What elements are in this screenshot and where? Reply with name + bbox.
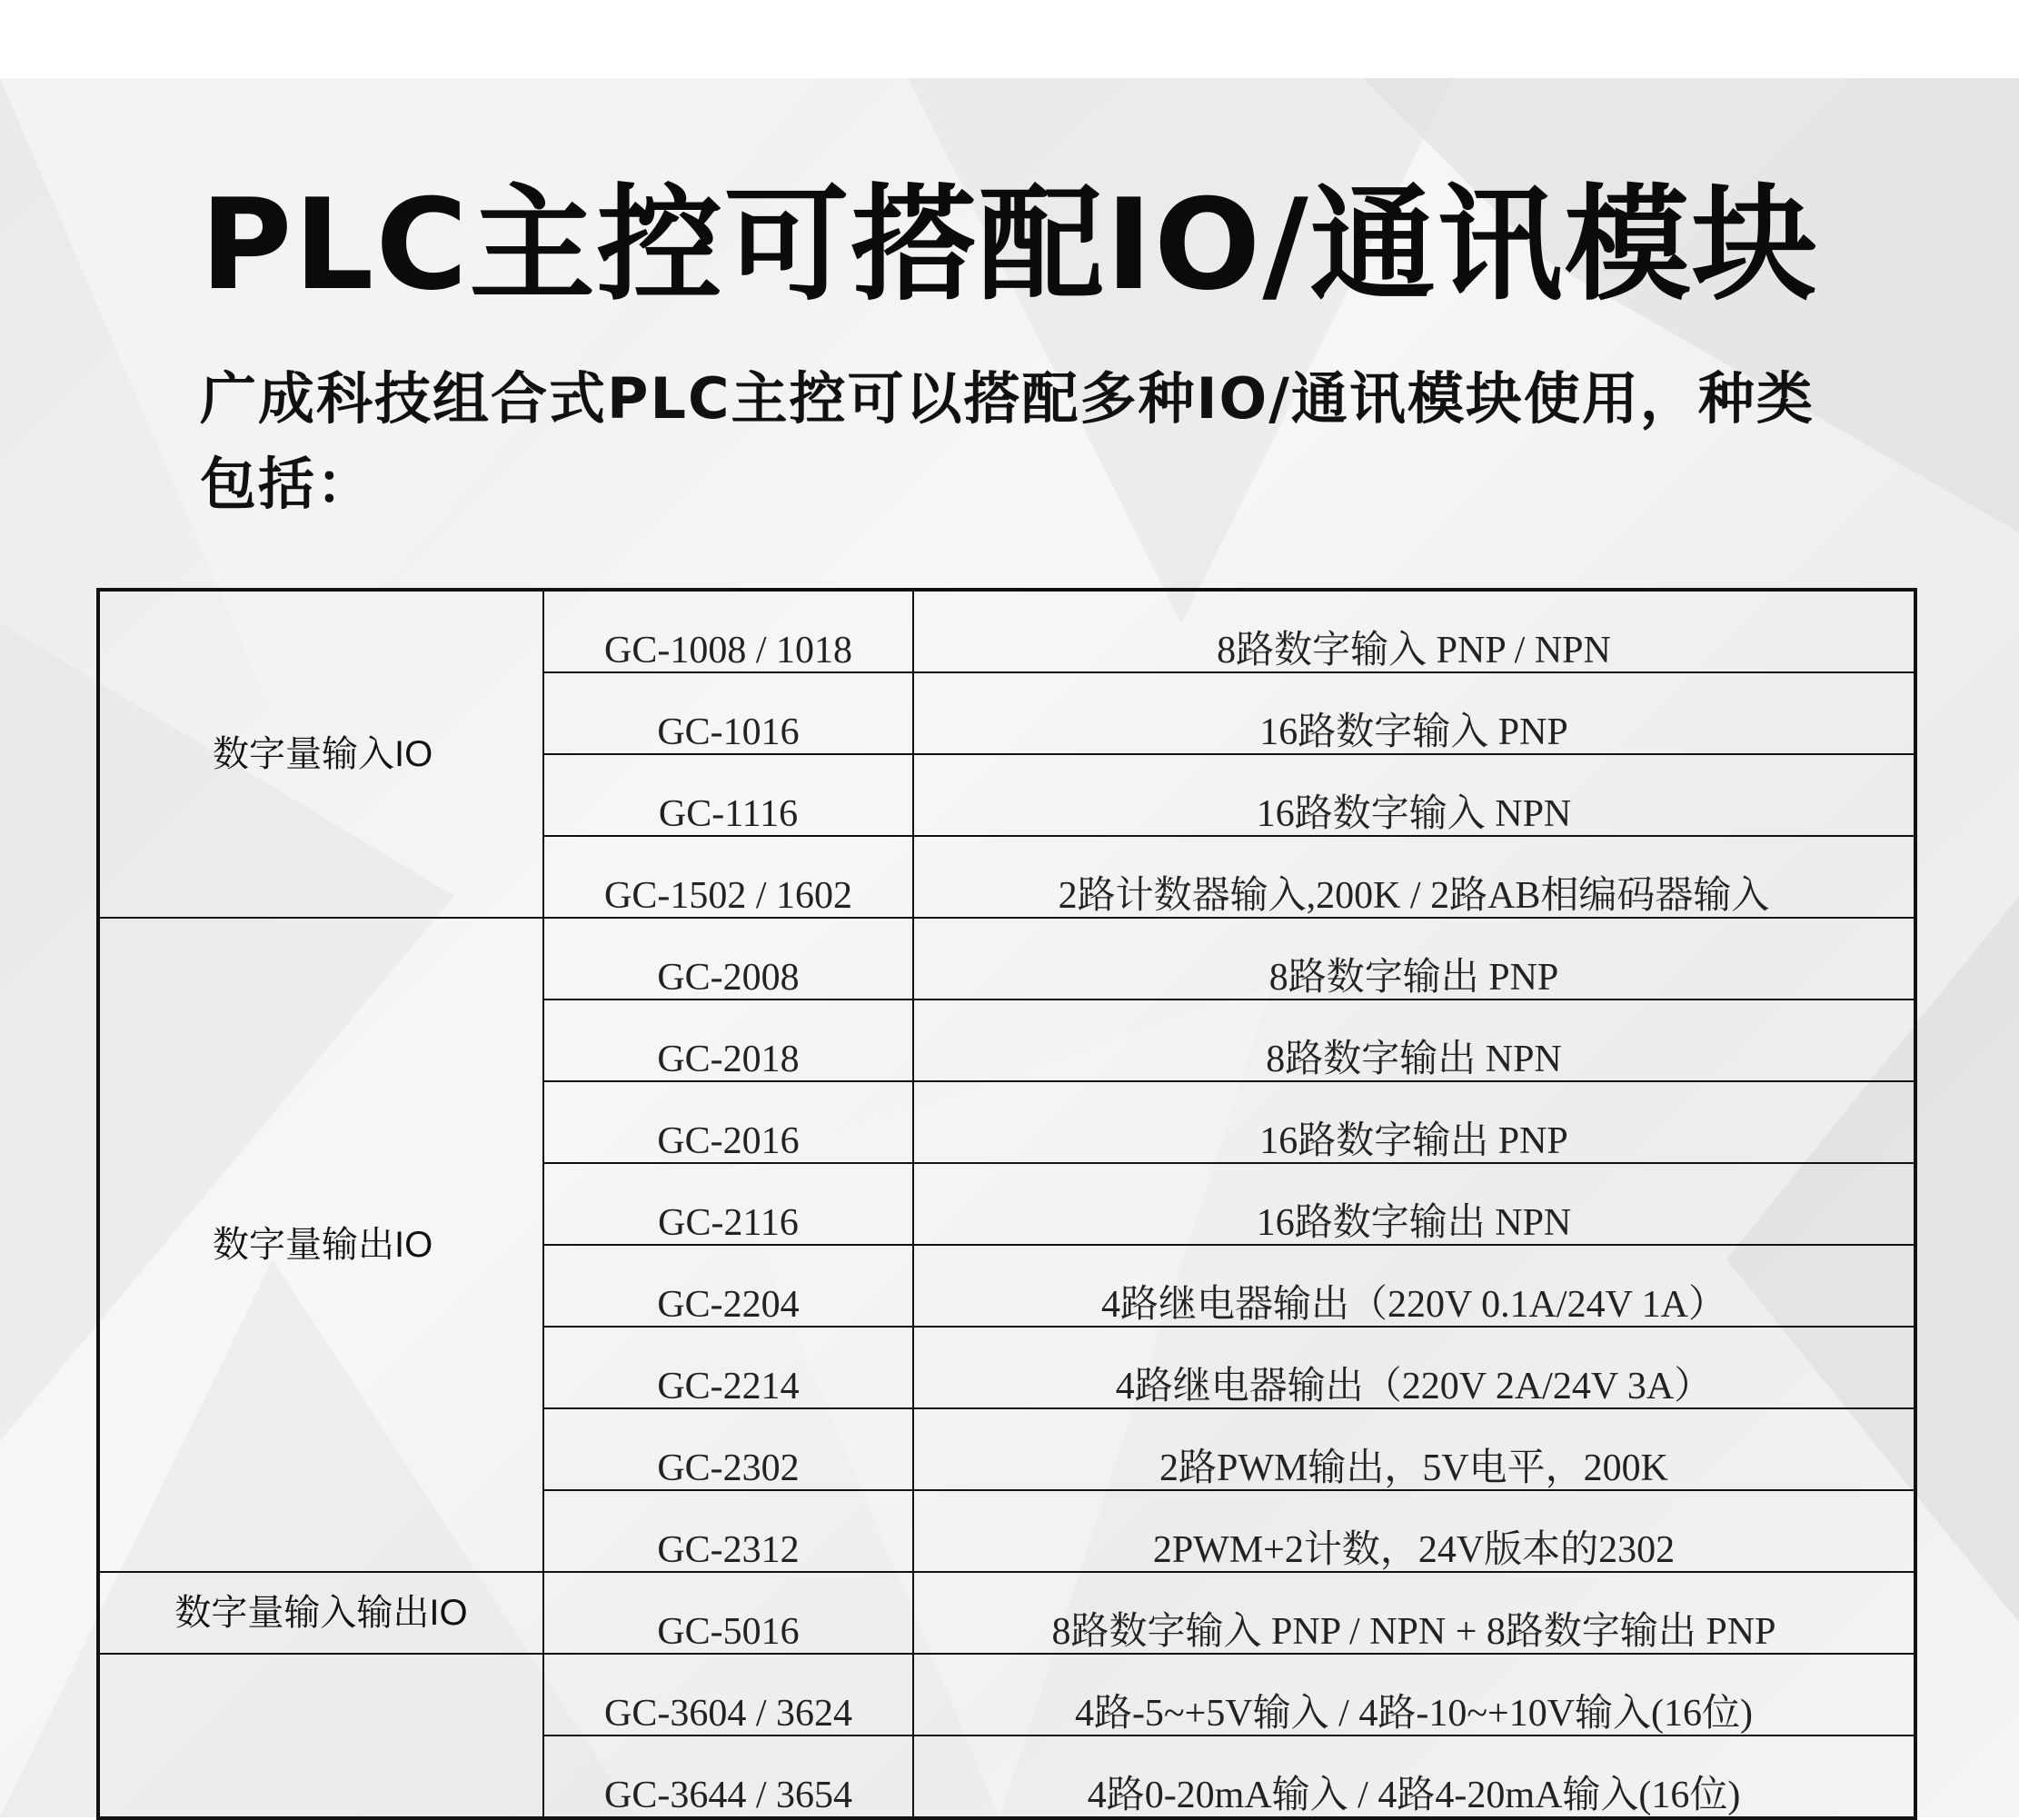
page-subtitle: 广成科技组合式PLC主控可以搭配多种IO/通讯模块使用，种类包括：	[200, 365, 1815, 517]
category-digital-input: 数字量输入IO	[98, 590, 543, 918]
table-row	[98, 918, 1915, 1000]
description-cell: 4路继电器输出（220V 0.1A/24V 1A）	[913, 1245, 1915, 1327]
description-cell: 4路-5~+5V输入 / 4路-10~+10V输入(16位)	[913, 1654, 1915, 1735]
description-cell: 2PWM+2计数，24V版本的2302	[913, 1490, 1915, 1572]
description-cell: 16路数字输出 PNP	[913, 1081, 1915, 1163]
description-cell: 2路计数器输入,200K / 2路AB相编码器输入	[913, 836, 1915, 918]
category-digital-output: 数字量输出IO	[98, 918, 543, 1572]
table-row	[98, 1572, 1915, 1654]
table-row	[98, 1654, 1915, 1735]
module-table	[96, 588, 1917, 1820]
model-cell: GC-1116	[543, 754, 913, 836]
model-cell: GC-2214	[543, 1327, 913, 1408]
model-cell: GC-2302	[543, 1408, 913, 1490]
description-cell: 4路继电器输出（220V 2A/24V 3A）	[913, 1327, 1915, 1408]
model-cell: GC-1502 / 1602	[543, 836, 913, 918]
description-cell: 16路数字输入 NPN	[913, 754, 1915, 836]
model-cell: GC-2312	[543, 1490, 913, 1572]
model-cell: GC-2016	[543, 1081, 913, 1163]
model-cell: GC-2018	[543, 1000, 913, 1081]
description-cell: 8路数字输出 NPN	[913, 1000, 1915, 1081]
description-cell: 8路数字输出 PNP	[913, 918, 1915, 1000]
description-cell: 2路PWM输出，5V电平，200K	[913, 1408, 1915, 1490]
description-cell: 8路数字输入 PNP / NPN + 8路数字输出 PNP	[913, 1572, 1915, 1654]
description-cell: 16路数字输入 PNP	[913, 672, 1915, 754]
description-cell: 8路数字输入 PNP / NPN	[913, 590, 1915, 672]
model-cell: GC-3604 / 3624	[543, 1654, 913, 1735]
model-cell: GC-2116	[543, 1163, 913, 1245]
model-cell: GC-1008 / 1018	[543, 590, 913, 672]
category-analog-input	[98, 1654, 543, 1818]
model-cell: GC-5016	[543, 1572, 913, 1654]
model-cell: GC-3644 / 3654	[543, 1735, 913, 1818]
model-cell: GC-2008	[543, 918, 913, 1000]
model-cell: GC-1016	[543, 672, 913, 754]
table-row	[98, 590, 1915, 672]
page-title: PLC主控可搭配IO/通讯模块	[200, 172, 1819, 318]
category-digital-io: 数字量输入输出IO	[98, 1572, 543, 1654]
description-cell: 16路数字输出 NPN	[913, 1163, 1915, 1245]
model-cell: GC-2204	[543, 1245, 913, 1327]
description-cell: 4路0-20mA输入 / 4路4-20mA输入(16位)	[913, 1735, 1915, 1818]
